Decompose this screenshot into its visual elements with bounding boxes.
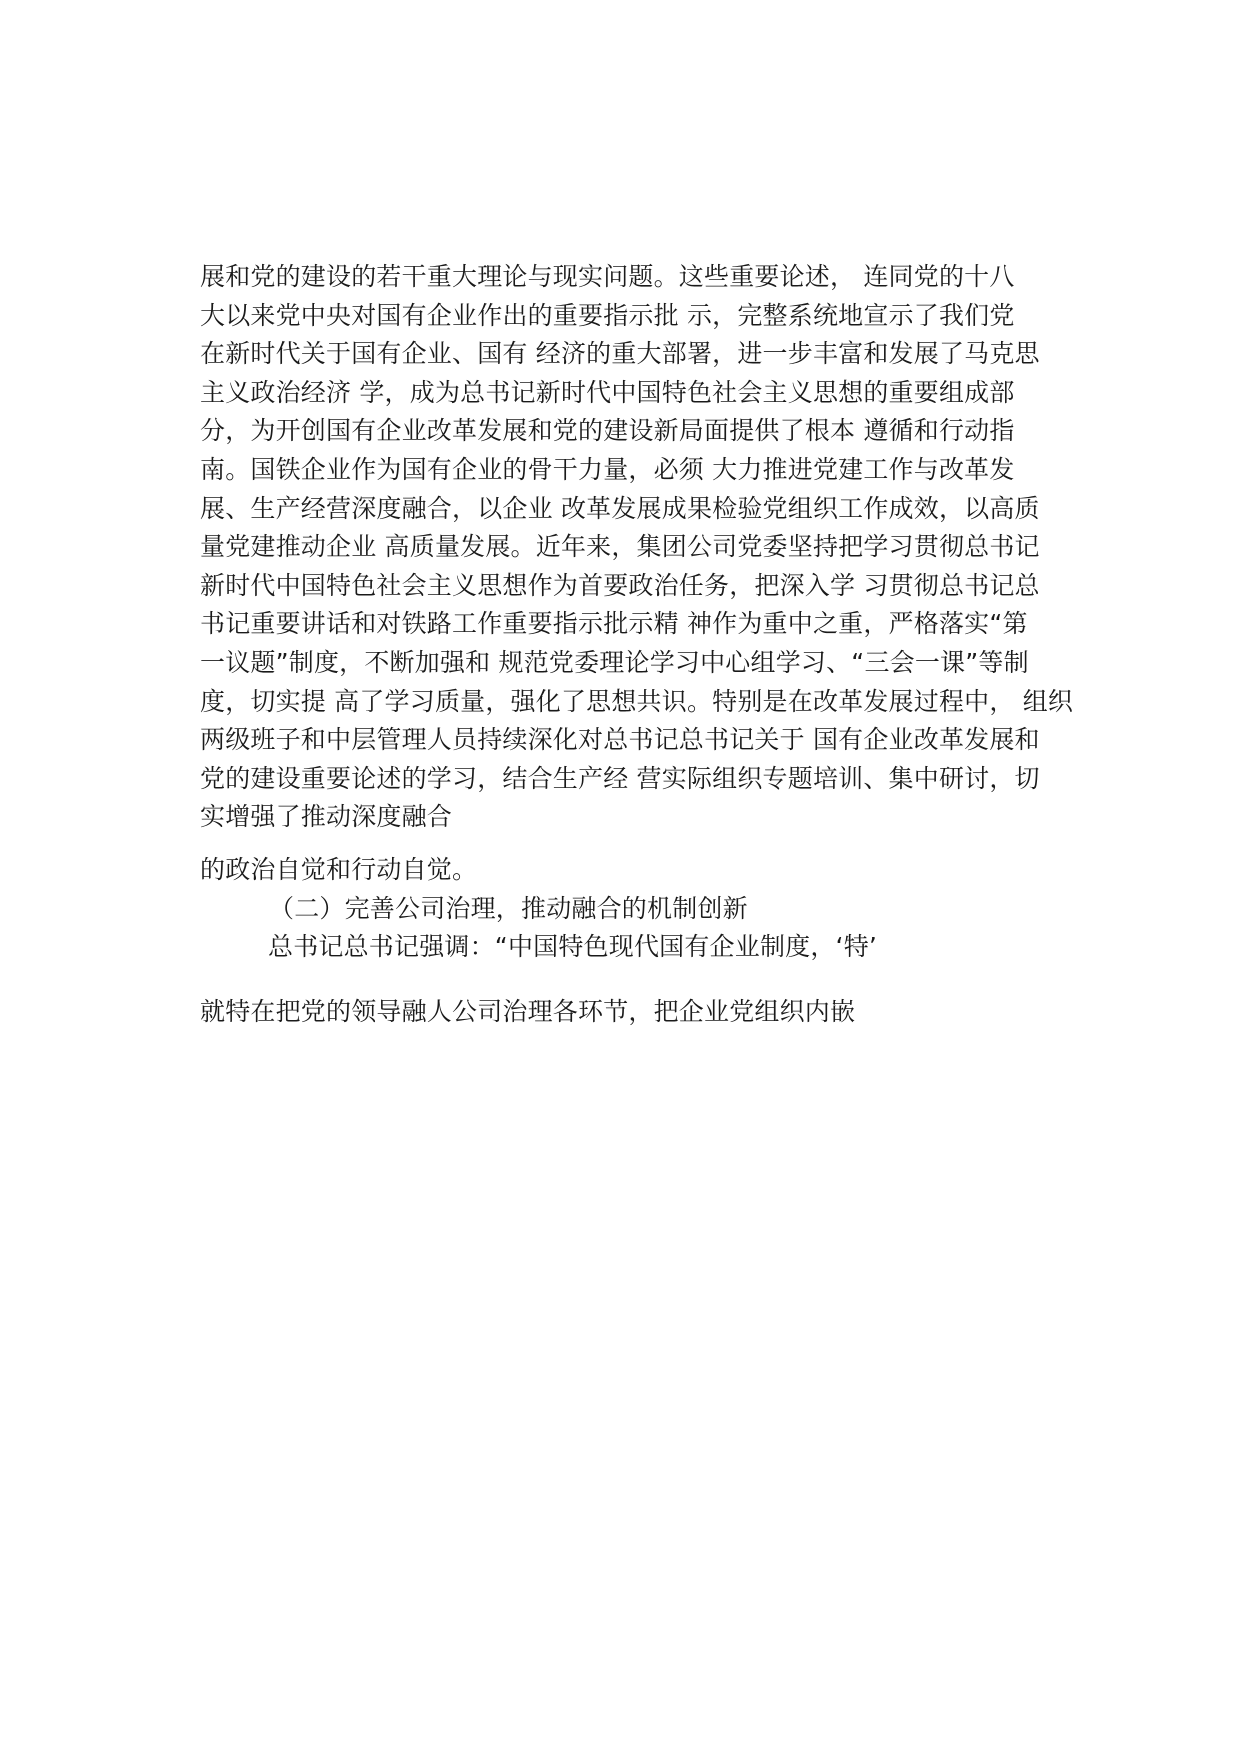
paragraph-line: 大以来党中央对国有企业作出的重要指示批 示，完整系统地宣示了我们党 bbox=[200, 300, 1015, 330]
section-heading: （二）完善公司治理，推动融合的机制创新 bbox=[269, 893, 748, 923]
paragraph-line: 党的建设重要论述的学习，结合生产经 营实际组织专题培训、集中研讨，切 bbox=[200, 763, 1040, 793]
final-line: 就特在把党的领导融人公司治理各环节，把企业党组织内嵌 bbox=[200, 996, 856, 1026]
closing-line: 的政治自觉和行动自觉。 bbox=[200, 854, 478, 884]
paragraph-line: 一议题”制度，不断加强和 规范党委理论学习中心组学习、“三会一课”等制 bbox=[200, 647, 1029, 677]
paragraph-line: 分，为开创国有企业改革发展和党的建设新局面提供了根本 遵循和行动指 bbox=[200, 416, 1015, 446]
document-body bbox=[200, 258, 1080, 1031]
quote-line: 总书记总书记强调：“中国特色现代国有企业制度，‘特’ bbox=[268, 932, 878, 962]
paragraph-line: 书记重要讲话和对铁路工作重要指示批示精 神作为重中之重，严格落实“第 bbox=[200, 609, 1028, 639]
paragraph-line: 量党建推动企业 高质量发展。近年来，集团公司党委坚持把学习贯彻总书记 bbox=[200, 532, 1040, 562]
paragraph-line: 两级班子和中层管理人员持续深化对总书记总书记关于 国有企业改革发展和 bbox=[200, 725, 1040, 755]
paragraph-line: 主义政治经济 学，成为总书记新时代中国特色社会主义思想的重要组成部 bbox=[200, 377, 1015, 407]
paragraph-line: 展、生产经营深度融合，以企业 改革发展成果检验党组织工作成效，以高质 bbox=[200, 493, 1040, 523]
paragraph-line: 展和党的建设的若干重大理论与现实问题。这些重要论述， 连同党的十八 bbox=[200, 262, 1015, 291]
paragraph-line: 度，切实提 高了学习质量，强化了思想共识。特别是在改革发展过程中， 组织 bbox=[200, 686, 1074, 716]
paragraph-line: 新时代中国特色社会主义思想作为首要政治任务，把深入学 习贯彻总书记总 bbox=[200, 570, 1040, 600]
paragraph-line: 实增强了推动深度融合 bbox=[200, 802, 453, 832]
paragraph-line: 在新时代关于国有企业、国有 经济的重大部署，进一步丰富和发展了马克思 bbox=[200, 339, 1040, 369]
paragraph-line: 南。国铁企业作为国有企业的骨干力量，必须 大力推进党建工作与改革发 bbox=[200, 454, 1015, 484]
